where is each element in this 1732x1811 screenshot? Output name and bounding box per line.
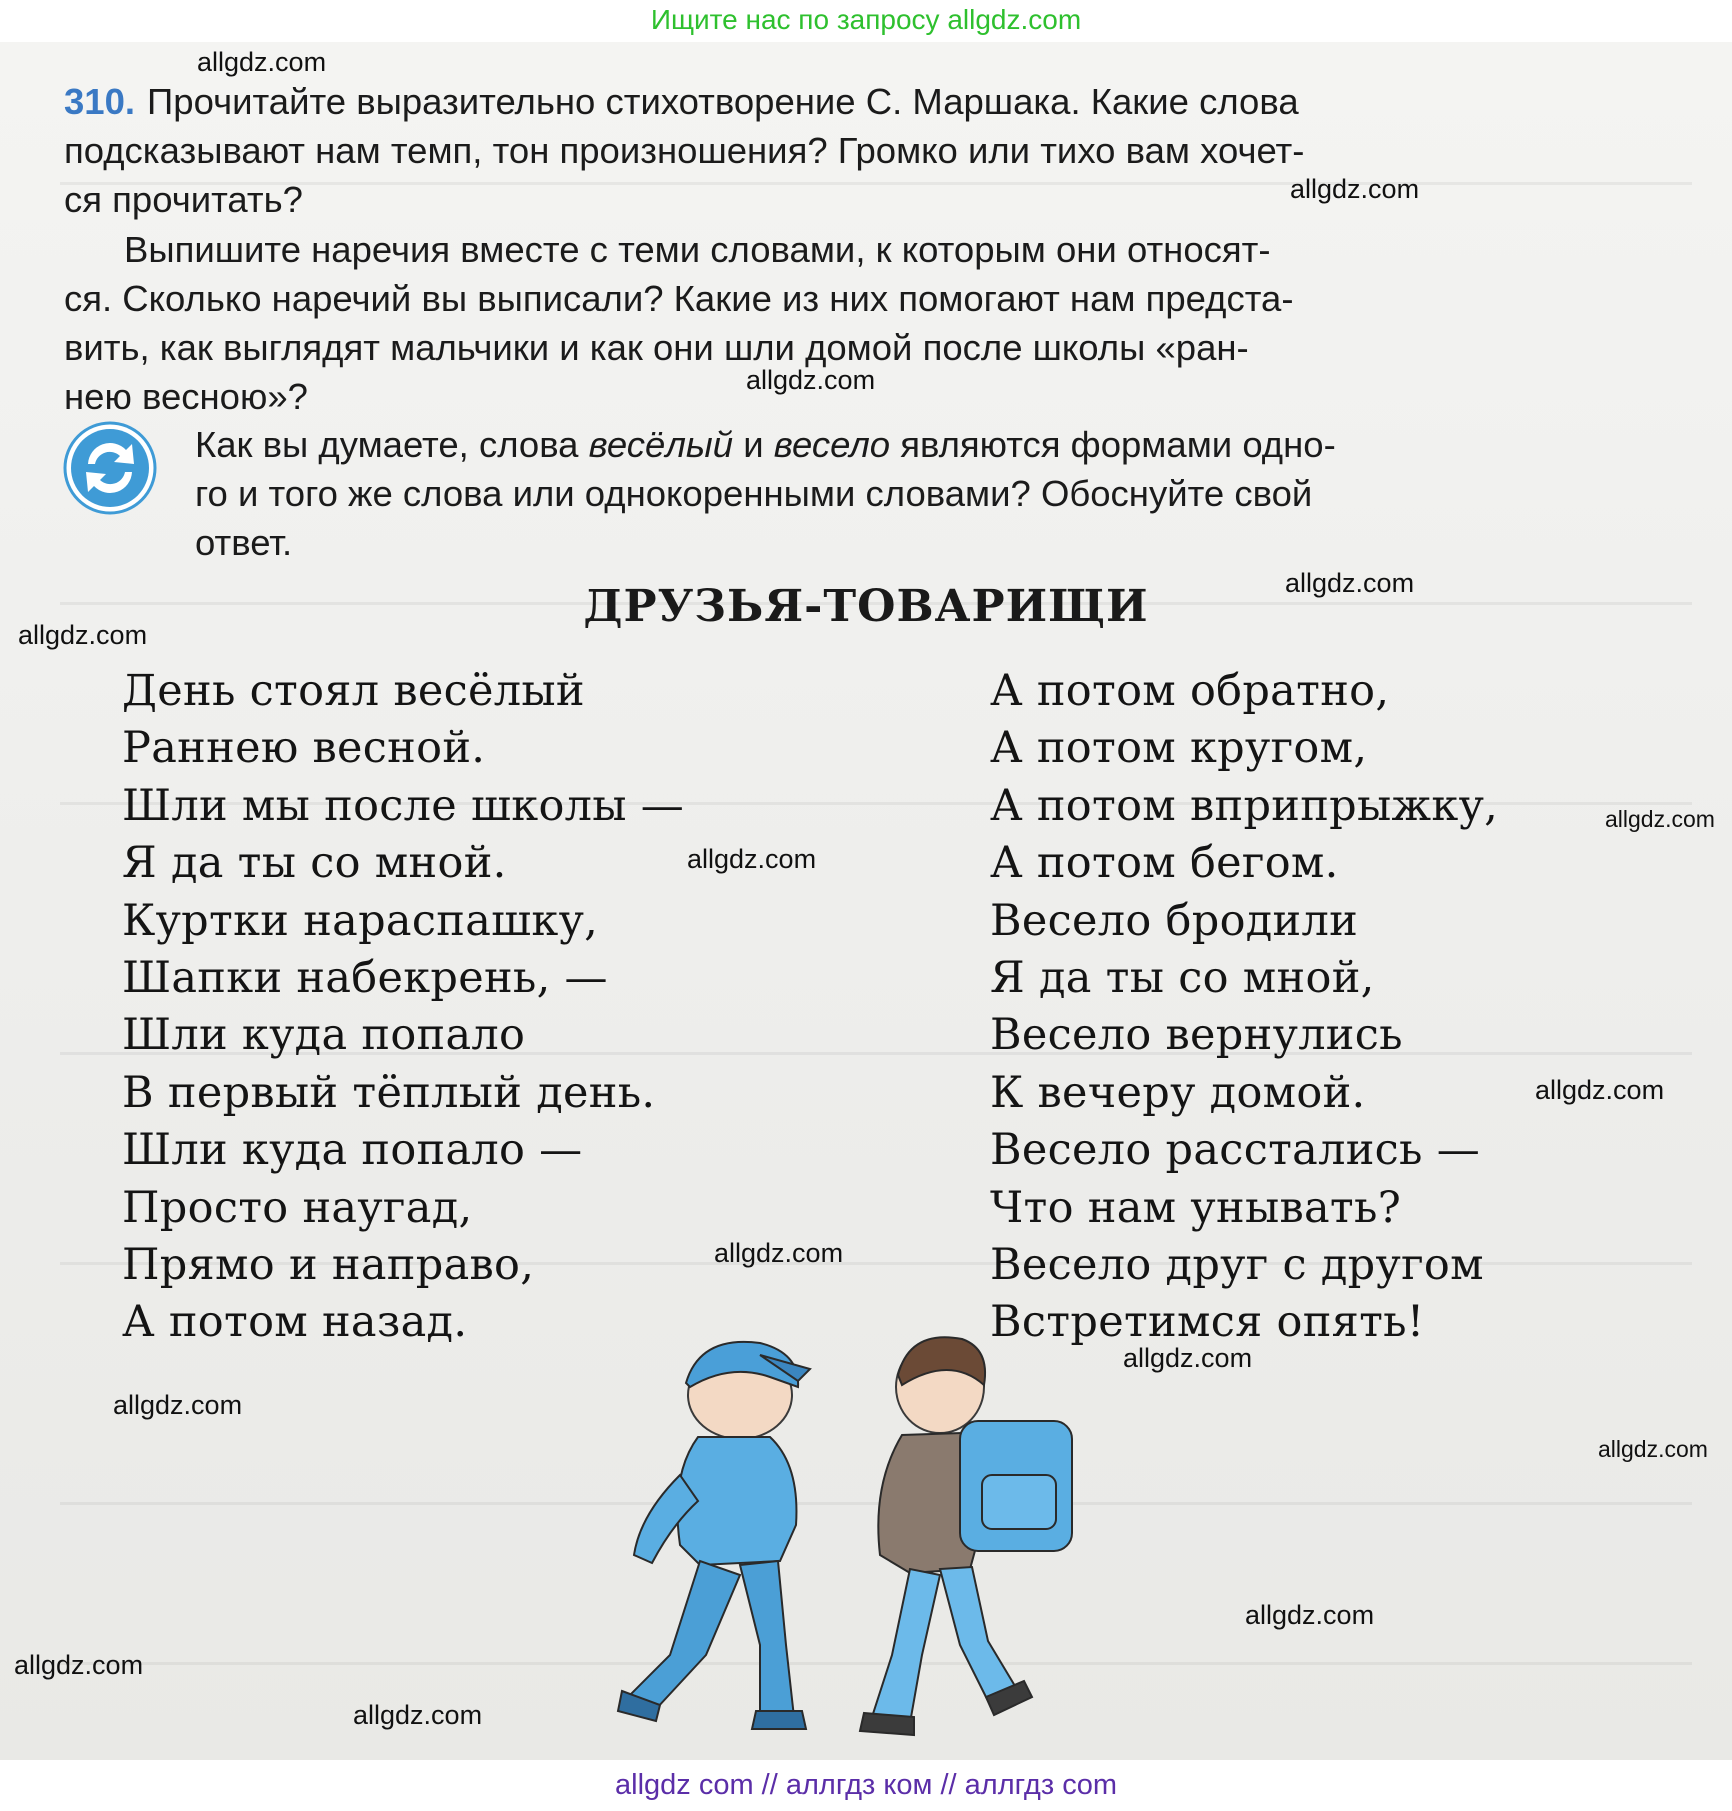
poem-right-column	[990, 663, 1498, 1352]
poem-line: Весело расстались —	[990, 1125, 1481, 1176]
poem-line: Прямо и направо,	[122, 1239, 535, 1290]
poem-line: А потом кругом,	[990, 723, 1368, 774]
poem-line: Куртки нараспашку,	[122, 895, 599, 946]
poem-line: Шли мы после школы —	[122, 780, 685, 831]
watermark: allgdz.com	[113, 1390, 243, 1420]
poem-line: Шли куда попало	[122, 1010, 526, 1061]
poem-line: Встретимся опять!	[990, 1297, 1425, 1348]
task-text-line: подсказывают нам темп, тон произношения? Громко или тихо вам хочет-	[64, 130, 1305, 171]
task-text-line: нею весною»?	[64, 376, 308, 417]
watermark: allgdz.com	[353, 1700, 483, 1730]
watermark: allgdz.com	[1245, 1600, 1375, 1630]
word-veselo: весело	[773, 424, 891, 465]
watermark: allgdz.com	[687, 844, 817, 874]
bottom-banner: allgdz com // аллгдз ком // аллгдз com	[0, 1760, 1732, 1811]
watermark: allgdz.com	[714, 1238, 844, 1268]
poem-line: День стоял весёлый	[122, 666, 585, 716]
watermark: allgdz.com	[1123, 1343, 1253, 1373]
poem-line: Раннею весной.	[122, 723, 486, 774]
watermark: allgdz.com	[746, 365, 876, 395]
watermark: allgdz.com	[1290, 174, 1420, 204]
watermark: allgdz.com	[18, 620, 148, 650]
poem-left-column	[122, 663, 684, 1352]
question-text: и	[733, 424, 774, 465]
boy-left-figure	[618, 1342, 810, 1729]
watermark: allgdz.com	[1285, 568, 1415, 598]
poem-line: Шли куда попало —	[122, 1125, 583, 1176]
word-vesyoly: весёлый	[588, 424, 734, 465]
poem-line: А потом вприпрыжку,	[990, 780, 1499, 831]
poem-line: А потом назад.	[122, 1297, 468, 1348]
question-paragraph	[195, 420, 1654, 567]
task-text-line: ся. Сколько наречий вы выписали? Какие из них помогают нам предста-	[64, 278, 1294, 319]
question-text-line: го и того же слова или однокоренными словами? Обоснуйте свой	[195, 473, 1313, 514]
question-text: Как вы думаете, слова	[195, 424, 589, 465]
poem-line: К вечеру домой.	[990, 1067, 1366, 1118]
task-text-line: Выпишите наречия вместе с теми словами, к которым они относят-	[124, 229, 1271, 270]
poem-line: Просто наугад,	[122, 1182, 473, 1233]
two-boys-illustration	[610, 1325, 1130, 1755]
boy-right-figure	[860, 1337, 1072, 1735]
watermark: allgdz.com	[1535, 1075, 1665, 1105]
task-text-line: вить, как выглядят мальчики и как они шли домой после школы «ран-	[64, 327, 1249, 368]
poem-line: В первый тёплый день.	[122, 1067, 656, 1118]
question-text-line: ответ.	[195, 522, 293, 563]
task-number: 310.	[64, 81, 136, 122]
task-text-line: Прочитайте выразительно стихотворение С. Маршака. Какие слова	[147, 81, 1299, 122]
poem-line: А потом бегом.	[990, 838, 1339, 889]
poem-line: Я да ты со мной,	[990, 952, 1375, 1003]
top-banner: Ищите нас по запросу allgdz.com	[650, 4, 1082, 35]
watermark: allgdz.com	[197, 47, 327, 77]
poem-line: Что нам унывать?	[990, 1182, 1402, 1233]
watermark: allgdz.com	[14, 1650, 144, 1680]
poem-title: ДРУЗЬЯ-ТОВАРИЩИ	[583, 581, 1149, 632]
poem-line: Весело вернулись	[990, 1010, 1403, 1061]
poem-line: Весело друг с другом	[990, 1239, 1484, 1290]
watermark: allgdz.com	[1605, 806, 1715, 832]
poem-line: Я да ты со мной.	[122, 838, 507, 889]
poem-line: Шапки набекрень, —	[122, 952, 608, 1003]
task-text-line: ся прочитать?	[64, 179, 303, 220]
poem-line: А потом обратно,	[990, 666, 1390, 716]
watermark: allgdz.com	[1598, 1436, 1708, 1462]
question-text: являются формами одно-	[890, 424, 1336, 465]
poem-line: Весело бродили	[990, 895, 1359, 946]
exchange-arrows-icon	[62, 420, 158, 516]
